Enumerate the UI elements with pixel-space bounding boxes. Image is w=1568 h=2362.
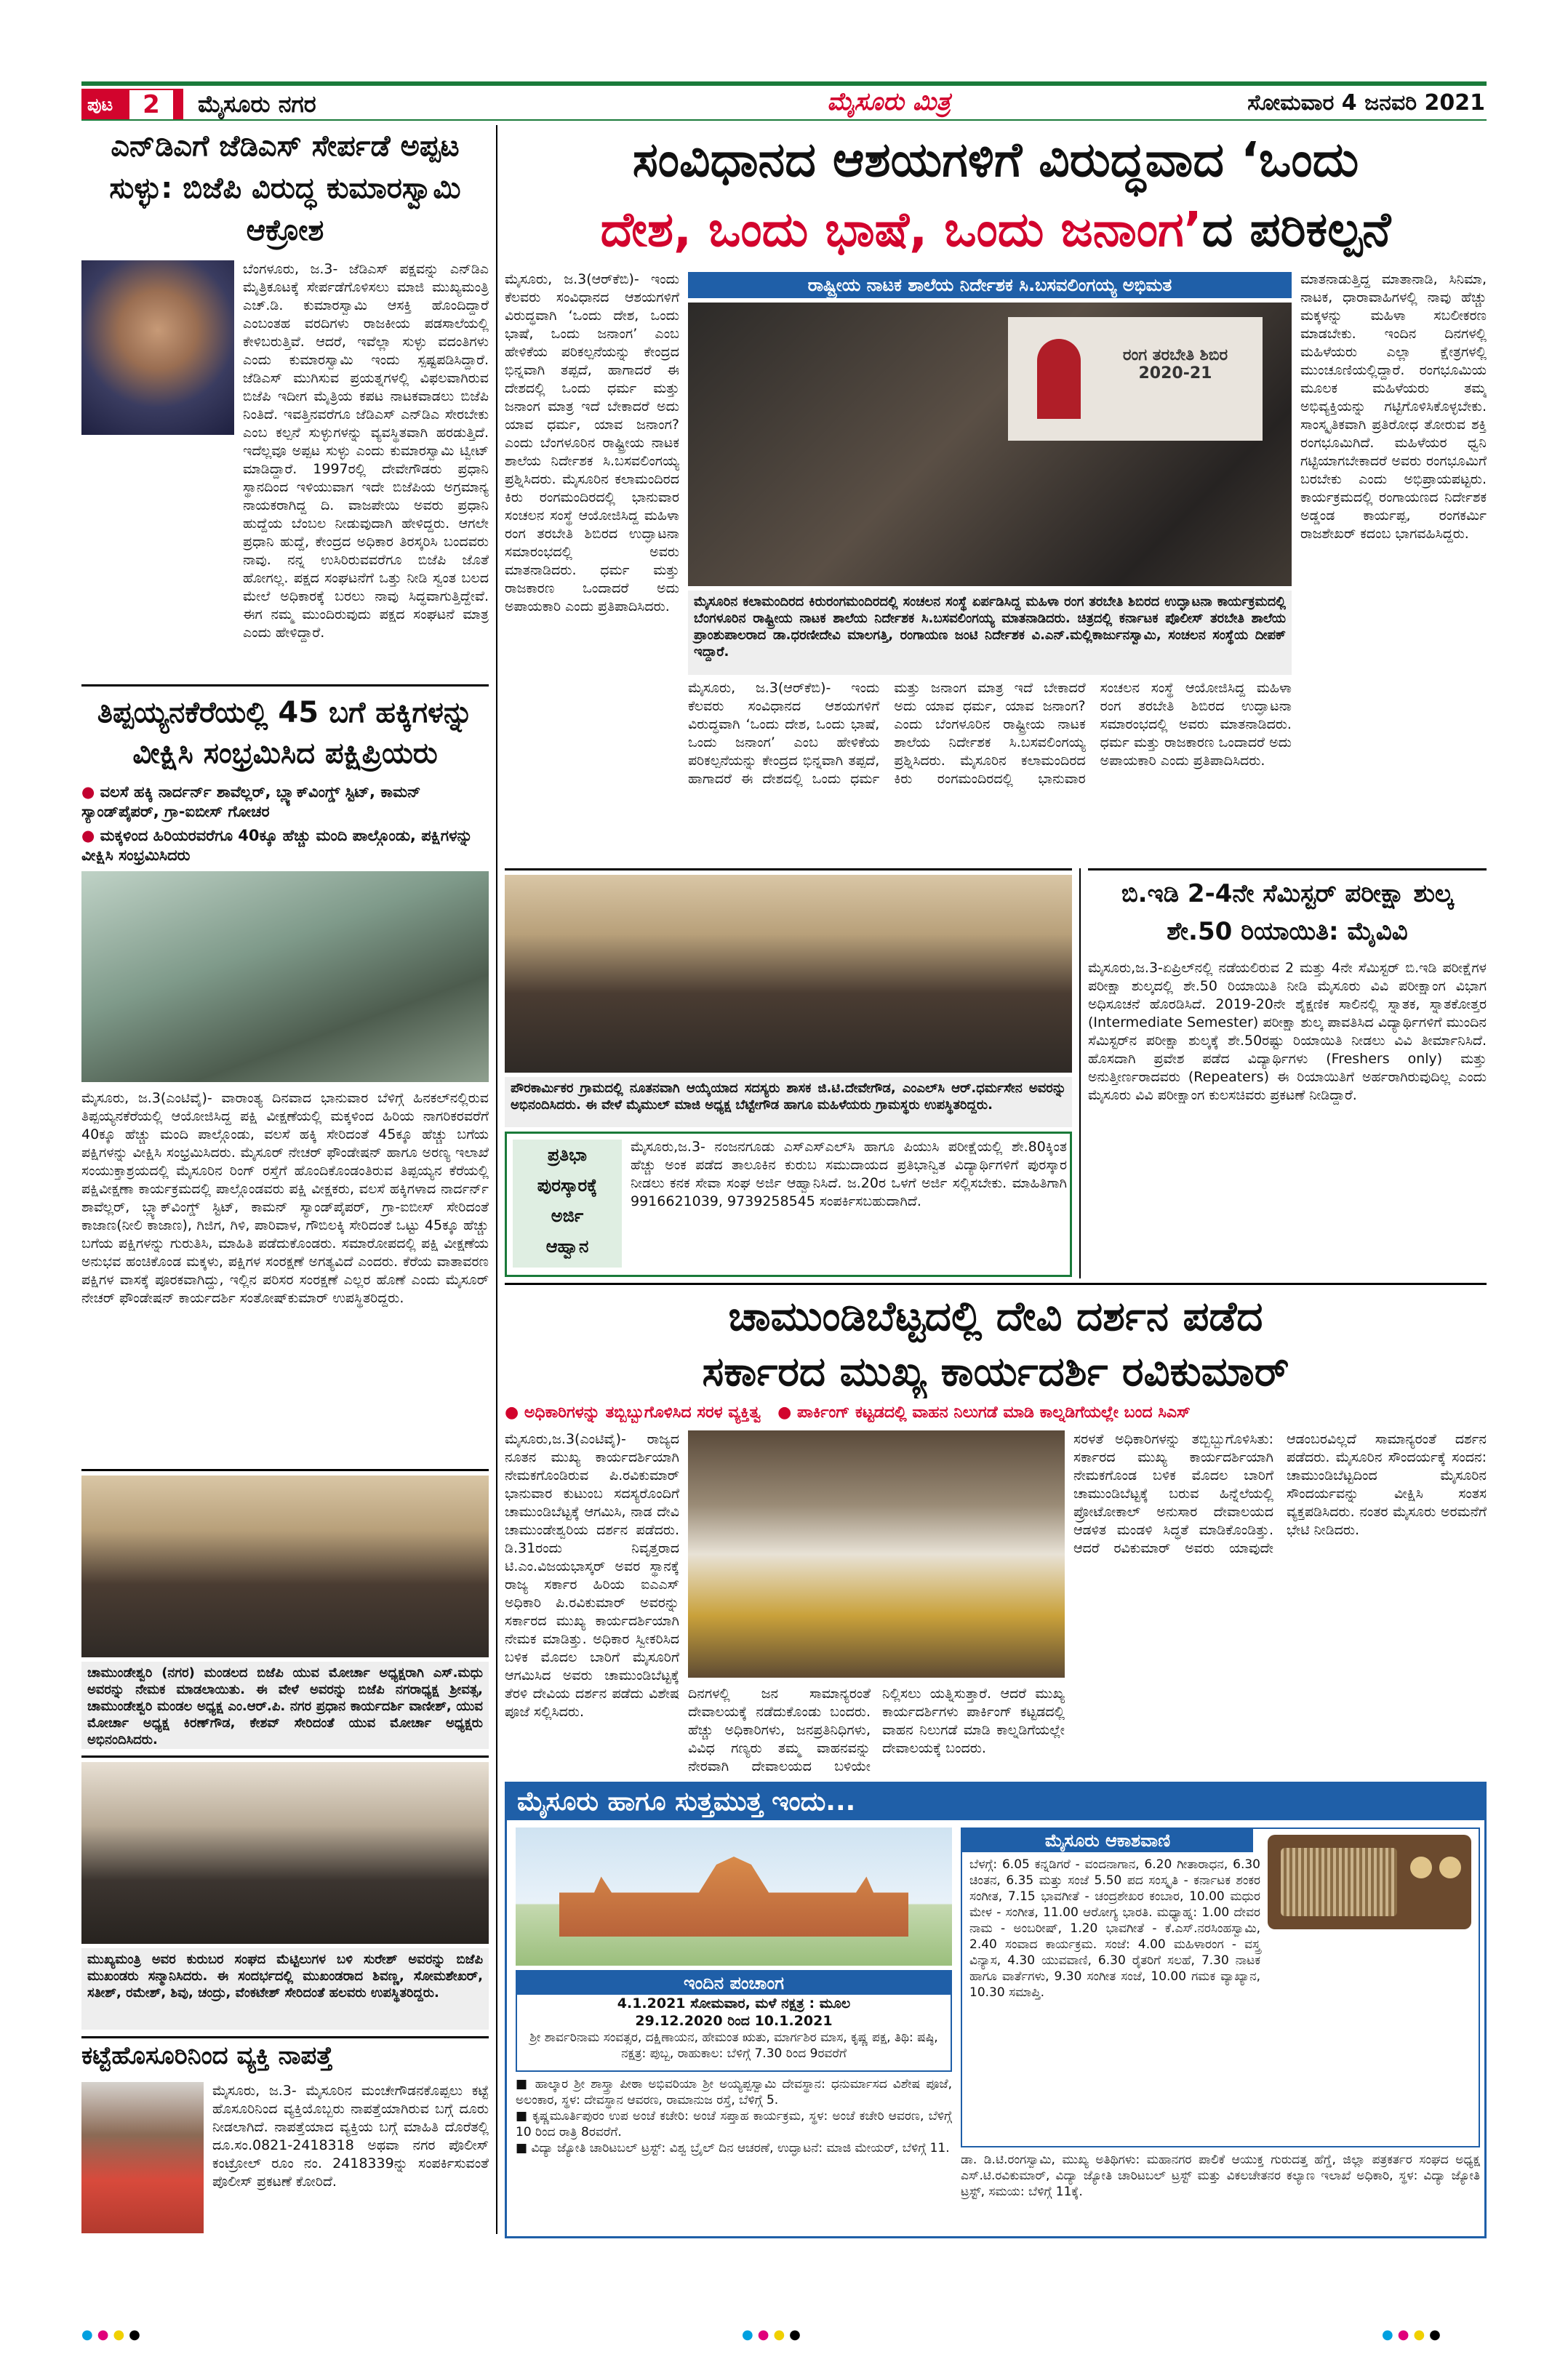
chamundi-story xyxy=(505,1283,1487,1777)
registration-marks-left: ●●●● xyxy=(81,2327,145,2342)
bullet-icon: ● xyxy=(505,1404,519,1422)
birds-bullet-2 xyxy=(81,826,489,867)
jds-body: ಬೆಂಗಳೂರು, ಜ.3- ಜೆಡಿಎಸ್ ಪಕ್ಷವನ್ನು ಎನ್‌ಡಿಎ ಮೈತ್ರಿಕೂಟಕ್ಕೆ ಸೇರ್ಪಡೆಗೊಳಿಸಲು ಮಾಜಿ ಮುಖ್ಯಮಂತ್ರಿ ಎಚ್.ಡಿ. ಕುಮಾರಸ್ವಾಮಿ ಆಸಕ್ತಿ ಹೊಂದಿದ್ದಾರೆ ಎಂಬಂತಹ ವರದಿಗಳು ರಾಜಕೀಯ ಪಡಸಾಲೆಯಲ್ಲಿ ಕೇಳಿಬರುತ್ತಿವೆ. ಆದರೆ, ಇವೆಲ್ಲಾ ಸುಳ್ಳು ವದಂತಿಗಳು ಎಂದು ಕುಮಾರಸ್ವಾಮಿ ಇಂದು ಸ್ಪಷ್ಟಪಡಿಸಿದ್ದಾರೆ. ಜೆಡಿಎಸ್ ಮುಗಿಸುವ ಪ್ರಯತ್ನಗಳಲ್ಲಿ ವಿಫಲವಾಗಿರುವ ಬಿಜೆಪಿ ಇದೀಗ ಮೈತ್ರಿಯ ಕಪಟ ನಾಟಕವಾಡಲು ಬಿಜೆಪಿ ನಿಂತಿದೆ. ಇವತ್ತಿನವರೆಗೂ ಜೆಡಿಎಸ್ ಎನ್‌ಡಿಎ ಸೇರಬೇಕು ಎಂಬ ಕಲ್ಪನೆ ಸುಳ್ಳುಗಳನ್ನು ವ್ಯವಸ್ಥಿತವಾಗಿ ಹರಡುತ್ತಿದೆ. ಇದೆಲ್ಲವೂ ಅಪ್ಪಟ ಸುಳ್ಳು ಎಂದು ಕುಮಾರಸ್ವಾಮಿ ಟ್ವೀಟ್ ಮಾಡಿದ್ದಾರೆ. 1997ರಲ್ಲಿ ದೇವೇಗೌಡರು ಪ್ರಧಾನಿ ಸ್ಥಾನದಿಂದ ಇಳಿಯುವಾಗ ಇದೇ ಬಿಜೆಪಿಯ ಅಗ್ರಮಾನ್ಯ ನಾಯಕರಾಗಿದ್ದ ದಿ. ವಾಜಪೇಯಿ ಅವರು ಪ್ರಧಾನಿ ಹುದ್ದೆಯ ಬೆಂಬಲ ನೀಡುವುದಾಗಿ ಹೇಳಿದ್ದರು. ಆಗಲೇ ಪ್ರಧಾನಿ ಹುದ್ದೆ, ಕೇಂದ್ರದ ಅಧಿಕಾರ ತಿರಸ್ಕರಿಸಿ ಬಂದವರು ನಾವು. ನನ್ನ ಉಸಿರಿರುವವರೆಗೂ ಬಿಜೆಪಿ ಜೊತೆ ಹೋಗಲ್ಲ. ಪಕ್ಷದ ಸಂಘಟನೆಗೆ ಒತ್ತು ನೀಡಿ ಸ್ವಂತ ಬಲದ ಮೇಲೆ ಅಧಿಕಾರಕ್ಕೆ ಬರಲು ನಾವು ಸಿದ್ಧವಾಗುತ್ತಿದ್ದೇವೆ. ಈಗ ನಮ್ಮ ಮುಂದಿರುವುದು ಪಕ್ಷದ ಸಂಘಟನೆ ಮಾತ್ರ ಎಂದು ಹೇಳಿದ್ದಾರೆ. xyxy=(243,261,489,641)
banner-text: ರಂಗ ತರಬೇತಿ ಶಿಬಿರ 2020-21 xyxy=(1122,346,1228,383)
birds-bullet-2-text: ಮಕ್ಕಳಿಂದ ಹಿರಿಯರವರೆಗೂ 40ಕ್ಕೂ ಹೆಚ್ಚು ಮಂದಿ ಪಾಲ್ಗೊಂಡು, ಪಕ್ಷಿಗಳನ್ನು ವೀಕ್ಷಿಸಿ ಸಂಭ್ರಮಿಸಿದರು xyxy=(81,827,473,864)
nation-kicker: ರಾಷ್ಟ್ರೀಯ ನಾಟಕ ಶಾಲೆಯ ನಿರ್ದೇಶಕ ಸಿ.ಬಸವಲಿಂಗಯ್ಯ ಅಭಿಮತ xyxy=(688,272,1292,298)
chamundi-bullet-1: ಅಧಿಕಾರಿಗಳನ್ನು ತಬ್ಬಿಬ್ಬುಗೊಳಿಸಿದ ಸರಳ ವ್ಯಕ್ತಿತ್ವ xyxy=(524,1404,761,1422)
square-bullet-icon: ■ xyxy=(516,2141,528,2155)
column-divider-right xyxy=(1079,868,1081,1278)
felicitation-photo xyxy=(81,1762,489,1944)
chamundi-body-right: ಸರಳತೆ ಅಧಿಕಾರಿಗಳನ್ನು ತಬ್ಬಿಬ್ಬುಗೊಳಿಸಿತು: ಸರ್ಕಾರದ ಮುಖ್ಯ ಕಾರ್ಯದರ್ಶಿಯಾಗಿ ನೇಮಕಗೊಂಡ ಬಳಿಕ ಮೊದಲ ಬಾರಿಗೆ ಚಾಮುಂಡಿಬೆಟ್ಟಕ್ಕೆ ಬರುವ ಹಿನ್ನೆಲೆಯಲ್ಲಿ ಪ್ರೋಟೋಕಾಲ್ ಅನುಸಾರ ದೇವಾಲಯದ ಆಡಳಿತ ಮಂಡಳಿ ಸಿದ್ಧತೆ ಮಾಡಿಕೊಂಡಿತ್ತು. ಆದರೆ ರವಿಕುಮಾರ್ ಅವರು ಯಾವುದೇ ಆಡಂಬರವಿಲ್ಲದೆ ಸಾಮಾನ್ಯರಂತೆ ದರ್ಶನ ಪಡೆದರು. ಮೈಸೂರಿನ ಸೌಂದರ್ಯಕ್ಕೆ ಸಂದನ: ಚಾಮುಂಡಿಬೆಟ್ಟದಿಂದ ಮೈಸೂರಿನ ಸೌಂದರ್ಯವನ್ನು ವೀಕ್ಷಿಸಿ ಸಂತಸ ವ್ಯಕ್ತಪಡಿಸಿದರು. ನಂತರ ಮೈಸೂರು ಅರಮನೆಗೆ ಭೇಟಿ ನೀಡಿದರು. xyxy=(1073,1431,1487,1556)
birds-story xyxy=(81,692,489,1463)
registration-marks-right: ●●●● xyxy=(1382,2327,1445,2342)
bullet-icon: ● xyxy=(81,783,95,801)
birds-bullet-1 xyxy=(81,782,489,823)
chamundi-headline xyxy=(505,1289,1487,1398)
registration-marks-center: ●●●● xyxy=(742,2327,805,2342)
birds-body: ಮೈಸೂರು, ಜ.3(ಎಂಟಿವೈ)- ವಾರಾಂತ್ಯ ದಿನವಾದ ಭಾನುವಾರ ಬೆಳಿಗ್ಗೆ ಹಿನಕಲ್‌ನಲ್ಲಿರುವ ತಿಪ್ಪಯ್ಯನಕೆರೆಯಲ್ಲಿ ಆಯೋಜಿಸಿದ್ದ ಪಕ್ಷಿ ವೀಕ್ಷಣೆಯಲ್ಲಿ ಮಕ್ಕಳಿಂದ ಹಿರಿಯ ನಾಗರಿಕರವರೆಗೆ 40ಕ್ಕೂ ಹೆಚ್ಚು ಮಂದಿ ಪಾಲ್ಗೊಂಡು, ವಲಸೆ ಹಕ್ಕಿ ಸೇರಿದಂತೆ 45ಕ್ಕೂ ಹೆಚ್ಚು ಬಗೆಯ ಪಕ್ಷಿಗಳನ್ನು ವೀಕ್ಷಿಸಿ ಸಂಭ್ರಮಿಸಿದರು. ಮೈಸೂರ್ ನೇಚರ್ ಫೌಂಡೇಷನ್ ಹಾಗೂ ಅರಣ್ಯ ಇಲಾಖೆ ಸಂಯುಕ್ತಾಶ್ರಯದಲ್ಲಿ ಮೈಸೂರಿನ ರಿಂಗ್ ರಸ್ತೆಗೆ ಹೊಂದಿಕೊಂಡಂತಿರುವ ತಿಪ್ಪಯ್ಯನ ಕೆರೆಯಲ್ಲಿ ಪಕ್ಷಿವೀಕ್ಷಣಾ ಕಾರ್ಯಕ್ರಮದಲ್ಲಿ ಪಾಲ್ಗೊಂಡವರು ಪಕ್ಷಿ ವೀಕ್ಷಕರು, ವಲಸೆ ಹಕ್ಕಿಗಳಾದ ನಾರ್ದರ್ನ್ ಶಾವೆಲ್ಲರ್, ಬ್ಲ್ಯಾಕ್‌ವಿಂಗ್ಡ್ ಸ್ಟಿಟ್, ಕಾಮನ್ ಸ್ಯಾಂಡ್‌ಪೈಪರ್, ಗ್ರಾ-ಐಬೀಸ್ ಸೇರಿದಂತೆ ಕಾಜಾಣ(ನೀಲಿ ಕಾಜಾಣ), ಗಿಜಿಗ, ಗಿಳಿ, ಪಾರಿವಾಳ, ಗೌಬಿಲಕ್ಕಿ ಸೇರಿದಂತೆ ಒಟ್ಟು 45ಕ್ಕೂ ಹೆಚ್ಚು ಬಗೆಯ ಪಕ್ಷಿಗಳನ್ನು ಗುರುತಿಸಿ, ಮಾಹಿತಿ ಪಡೆದುಕೊಂಡರು. ಸಮಾರೋಪದಲ್ಲಿ ಪಕ್ಷಿ ವೀಕ್ಷಣೆಯ ಅನುಭವ ಹಂಚಿಕೊಂಡ ಮಕ್ಕಳು, ಪಕ್ಷಿಗಳ ಸಂರಕ್ಷಣೆ ಅಗತ್ಯವಿದೆ ಎಂದರು. ಕೆರೆಯ ವಾತಾವರಣ ಪಕ್ಷಿಗಳ ವಾಸಕ್ಕೆ ಪೂರಕವಾಗಿದ್ದು, ಇಲ್ಲಿನ ಪರಿಸರ ಸಂರಕ್ಷಣೆ ಎಲ್ಲರ ಹೊಣೆ ಎಂದು ಮೈಸೂರ್ ನೇಚರ್ ಫೌಂಡೇಷನ್ ಕಾರ್ಯದರ್ಶಿ ಸಂತೋಷ್‌ಕುಮಾರ್ ಉಪಸ್ಥಿತರಿದ್ದರು. xyxy=(81,1090,489,1306)
chamundi-body-left: ಮೈಸೂರು,ಜ.3(ಎಂಟಿವೈ)- ರಾಜ್ಯದ ನೂತನ ಮುಖ್ಯ ಕಾರ್ಯದರ್ಶಿಯಾಗಿ ನೇಮಕಗೊಂಡಿರುವ ಪಿ.ರವಿಕುಮಾರ್ ಭಾನುವಾರ ಕುಟುಂಬ ಸದಸ್ಯರೊಂದಿಗೆ ಚಾಮುಂಡಿಬೆಟ್ಟಕ್ಕೆ ಆಗಮಿಸಿ, ನಾಡ ದೇವಿ ಚಾಮುಂಡೇಶ್ವರಿಯ ದರ್ಶನ ಪಡೆದರು. ಡಿ.31ರಂದು ನಿವೃತ್ತರಾದ ಟಿ.ಎಂ.ವಿಜಯಭಾಸ್ಕರ್ ಅವರ ಸ್ಥಾನಕ್ಕೆ ರಾಜ್ಯ ಸರ್ಕಾರ ಹಿರಿಯ ಐಎಎಸ್ ಅಧಿಕಾರಿ ಪಿ.ರವಿಕುಮಾರ್ ಅವರನ್ನು ಸರ್ಕಾರದ ಮುಖ್ಯ ಕಾರ್ಯದರ್ಶಿಯಾಗಿ ನೇಮಕ ಮಾಡಿತ್ತು. ಅಧಿಕಾರ ಸ್ವೀಕರಿಸಿದ ಬಳಿಕ ಮೊದಲ ಬಾರಿಗೆ ಮೈಸೂರಿಗೆ ಆಗಮಿಸಿದ ಅವರು ಚಾಮುಂಡಿಬೆಟ್ಟಕ್ಕೆ ತೆರಳಿ ದೇವಿಯ ದರ್ಶನ ಪಡೆದು ವಿಶೇಷ ಪೂಜೆ ಸಲ್ಲಿಸಿದರು. xyxy=(505,1431,679,1720)
square-bullet-icon: ■ xyxy=(516,2077,529,2091)
panchanga-body: ಶ್ರೀ ಶಾರ್ವರಿನಾಮ ಸಂವತ್ಸರ, ದಕ್ಷಿಣಾಯನ, ಹೇಮಂತ ಋತು, ಮಾರ್ಗಶಿರ ಮಾಸ, ಕೃಷ್ಣ ಪಕ್ಷ, ತಿಥಿ: ಷಷ್ಠಿ, ನಕ್ಷತ್ರ: ಪುಬ್ಬ, ರಾಹುಕಾಲ: ಬೆಳಿಗ್ಗೆ 7.30 ರಿಂದ 9ರವರೆಗೆ xyxy=(529,2030,938,2061)
today-title: ಮೈಸೂರು ಹಾಗೂ ಸುತ್ತಮುತ್ತ ಇಂದು... xyxy=(507,1784,1484,1820)
pourakarmika-block xyxy=(505,868,1072,1127)
event-text-3: ವಿದ್ಯಾ ಜ್ಯೋತಿ ಚಾರಿಟಬಲ್ ಟ್ರಸ್ಟ್: ವಿಶ್ವ ಬ್ರೈಲ್ ದಿನ ಆಚರಣೆ, ಉದ್ಘಾಟನೆ: ಮಾಜಿ ಮೇಯರ್, ಬೆಳಿಗ್ಗೆ 11. xyxy=(531,2141,950,2155)
chamundi-bullets xyxy=(505,1401,1487,1425)
panchanga-title: ಇಂದಿನ ಪಂಚಾಂಗ xyxy=(517,1971,951,1995)
nation-headline-tail: ದ ಪರಿಕಲ್ಪನೆ xyxy=(1201,201,1391,257)
award-label-box xyxy=(513,1140,622,1268)
stage-banner xyxy=(1008,317,1263,441)
panchanga-date: 4.1.2021 ಸೋಮವಾರ, ಮಳೆ ನಕ್ಷತ್ರ : ಮೂಲ xyxy=(617,1995,851,2011)
page-number-box xyxy=(81,89,183,121)
radio-box xyxy=(961,1827,1480,2147)
jdm-photo-block xyxy=(81,1469,489,1750)
event-text-1: ಹಾಲ್ಕಾರ ಶ್ರೀ ಶಾಸ್ತ್ರಾ ಪೀಠಾ ಅಭಿವರಿಯಾ ಶ್ರೀ ಅಯ್ಯಪ್ಪಸ್ವಾಮಿ ದೇವಸ್ಥಾನ: ಧನುರ್ಮಾಸದ ವಿಶೇಷ ಪೂಜೆ, ಅಲಂಕಾರ, ಸ್ಥಳ: ದೇವಸ್ಥಾನ ಆವರಣ, ರಾಮಾನುಜ ರಸ್ತೆ, ಬೆಳಿಗ್ಗೆ 5. xyxy=(516,2077,952,2107)
missing-headline: ಕಟ್ಟೆಹೊಸೂರಿನಿಂದ ವ್ಯಕ್ತಿ ನಾಪತ್ತೆ xyxy=(81,2041,333,2070)
nation-event-photo xyxy=(688,303,1292,586)
birds-bullet-1-text: ವಲಸೆ ಹಕ್ಕಿ ನಾರ್ದರ್ನ್ ಶಾವೆಲ್ಲರ್, ಬ್ಲ್ಯಾಕ್‌ವಿಂಗ್ಡ್ ಸ್ಟಿಟ್, ಕಾಮನ್ ಸ್ಯಾಂಡ್‌ಪೈಪರ್, ಗ್ರಾ-ಐಬೀಸ್ ಗೋಚರ xyxy=(81,783,421,820)
radio-icon xyxy=(1268,1835,1471,1929)
birds-headline: ತಿಪ್ಪಯ್ಯನಕೆರೆಯಲ್ಲಿ 45 ಬಗೆ ಹಕ್ಕಿಗಳನ್ನು ವೀಕ್ಷಿಸಿ ಸಂಭ್ರಮಿಸಿದ ಪಕ್ಷಿಪ್ರಿಯರು xyxy=(97,696,473,770)
event-item xyxy=(516,2108,952,2140)
issue-date: ಸೋಮವಾರ 4 ಜನವರಿ 2021 xyxy=(1247,90,1485,116)
award-label-2: ಪುರಸ್ಕಾರಕ್ಕೆ xyxy=(537,1175,598,1196)
bed-headline: ಬಿ.ಇಡಿ 2-4ನೇ ಸೆಮಿಸ್ಟರ್ ಪರೀಕ್ಷಾ ಶುಲ್ಕ ಶೇ.50 ರಿಯಾಯಿತಿ: ಮೈವಿವಿ xyxy=(1121,879,1454,946)
bjp-youth-photo xyxy=(81,1476,489,1657)
kurubara-photo-block xyxy=(81,1756,489,2030)
radio-footer: ಡಾ. ಡಿ.ಟಿ.ರಂಗಸ್ವಾಮಿ, ಮುಖ್ಯ ಅತಿಥಿಗಳು: ಮಹಾನಗರ ಪಾಲಿಕೆ ಆಯುಕ್ತ ಗುರುದತ್ತ ಹೆಗ್ಡೆ, ಜಿಲ್ಲಾ ಪತ್ರಕರ್ತರ ಸಂಘದ ಅಧ್ಯಕ್ಷ ಎಸ್.ಟಿ.ರವಿಕುಮಾರ್, ವಿದ್ಯಾ ಜ್ಯೋತಿ ಚಾರಿಟಬಲ್ ಟ್ರಸ್ಟ್ ಮತ್ತು ವಿಕಲಚೇತನರ ಕಲ್ಯಾಣ ಇಲಾಖೆ ಅಧಿಕಾರಿ, ಸ್ಥಳ: ವಿದ್ಯಾ ಜ್ಯೋತಿ ಟ್ರಸ್ಟ್, ಸಮಯ: ಬೆಳಿಗ್ಗೆ 11ಕ್ಕೆ. xyxy=(961,2153,1480,2199)
chamundi-bullet-2: ಪಾರ್ಕಿಂಗ್ ಕಟ್ಟಡದಲ್ಲಿ ವಾಹನ ನಿಲುಗಡೆ ಮಾಡಿ ಕಾಲ್ನಡಿಗೆಯಲ್ಲೇ ಬಂದ ಸಿಎಸ್ xyxy=(797,1404,1191,1422)
nation-body-right: ಮಾತನಾಡುತ್ತಿದ್ದ ಮಾತಾನಾಡಿ, ಸಿನಿಮಾ, ನಾಟಕ, ಧಾರಾವಾಹಿಗಳಲ್ಲಿ ನಾವು ಹೆಚ್ಚು ಮಕ್ಕಳನ್ನು ಮಹಿಳಾ ಸಬಲೀಕರಣ ಮಾಡಬೇಕು. ಇಂದಿನ ದಿನಗಳಲ್ಲಿ ಮಹಿಳೆಯರು ಎಲ್ಲಾ ಕ್ಷೇತ್ರಗಳಲ್ಲಿ ಮುಂಚೂಣಿಯಲ್ಲಿದ್ದಾರೆ. ರಂಗಭೂಮಿಯ ಮೂಲಕ ಮಹಿಳೆಯರು ತಮ್ಮ ಅಭಿವ್ಯಕ್ತಿಯನ್ನು ಗಟ್ಟಿಗೊಳಿಸಿಕೊಳ್ಳಬೇಕು. ಸಾಂಸ್ಕೃತಿಕವಾಗಿ ಪ್ರತಿರೋಧ ತೋರುವ ಶಕ್ತಿ ರಂಗಭೂಮಿಗಿದೆ. ಮಹಿಳೆಯರ ಧ್ವನಿ ಗಟ್ಟಿಯಾಗಬೇಕಾದರೆ ಅವರು ರಂಗಭೂಮಿಗೆ ಬರಬೇಕು ಎಂದು ಅಭಿಪ್ರಾಯಪಟ್ಟರು. ಕಾರ್ಯಕ್ರಮದಲ್ಲಿ ರಂಗಾಯಣದ ನಿರ್ದೇಶಕ ಅಡ್ಡಂಡ ಕಾರ್ಯಪ್ಪ, ರಂಗಕರ್ಮಿ ರಾಜಶೇಖರ್ ಕದಂಬ ಭಾಗವಹಿಸಿದ್ದರು. xyxy=(1300,271,1487,542)
kurubara-caption: ಮುಖ್ಯಮಂತ್ರಿ ಅವರ ಕುರುಬರ ಸಂಘದ ಮೆಟ್ಟಿಲುಗಳ ಬಳಿ ಸುರೇಶ್‌ ಅವರನ್ನು ಬಿಜೆಪಿ ಮುಖಂಡರು ಸನ್ಮಾನಿಸಿದರು. ಈ ಸಂದರ್ಭದಲ್ಲಿ ಮುಖಂಡರಾದ ಶಿವಣ್ಣ, ಸೋಮಶೇಖರ್, ಸತೀಶ್, ರಮೇಶ್, ಶಿವು, ಚಂದ್ರು, ವೆಂಕಟೇಶ್ ಸೇರಿದಂತೆ ಹಲವರು ಉಪಸ್ಥಿತರಿದ್ದರು. xyxy=(81,1948,489,2030)
event-item xyxy=(516,2140,952,2156)
nation-headline xyxy=(505,125,1487,268)
nation-body-left: ಮೈಸೂರು, ಜ.3(ಆರ್‌ಕೆಬಿ)- ಇಂದು ಕೆಲವರು ಸಂವಿಧಾನದ ಆಶಯಗಳಿಗೆ ವಿರುದ್ಧವಾಗಿ ‘ಒಂದು ದೇಶ, ಒಂದು ಭಾಷೆ, ಒಂದು ಜನಾಂಗ’ ಎಂಬ ಹೇಳಿಕೆಯ ಪರಿಕಲ್ಪನೆಯನ್ನು ಕೇಂದ್ರದ ಭಿನ್ನವಾಗಿ ತಪ್ಪದೆ, ಹಾಗಾದರೆ ಈ ದೇಶದಲ್ಲಿ ಒಂದು ಧರ್ಮ ಮತ್ತು ಜನಾಂಗ ಮಾತ್ರ ಇದೆ ಬೇಕಾದರೆ ಅದು ಯಾವ ಧರ್ಮ, ಯಾವ ಜನಾಂಗ? ಎಂದು ಬೆಂಗಳೂರಿನ ರಾಷ್ಟ್ರೀಯ ನಾಟಕ ಶಾಲೆಯ ನಿರ್ದೇಶಕ ಸಿ.ಬಸವಲಿಂಗಯ್ಯ ಪ್ರಶ್ನಿಸಿದರು. ಮೈಸೂರಿನ ಕಲಾಮಂದಿರದ ಕಿರು ರಂಗಮಂದಿರದಲ್ಲಿ ಭಾನುವಾರ ಸಂಚಲನ ಸಂಸ್ಥೆ ಆಯೋಜಿಸಿದ್ದ ಮಹಿಳಾ ರಂಗ ತರಬೇತಿ ಶಿಬಿರದ ಉದ್ಘಾಟನಾ ಸಮಾರಂಭದಲ್ಲಿ ಅವರು ಮಾತನಾಡಿದರು. ಧರ್ಮ ಮತ್ತು ರಾಜಕಾರಣ ಒಂದಾದರೆ ಅದು ಅಪಾಯಕಾರಿ ಎಂದು ಪ್ರತಿಪಾದಿಸಿದರು. xyxy=(505,271,679,614)
award-label-4: ಆಹ್ವಾನ xyxy=(545,1236,589,1257)
missing-story xyxy=(81,2036,489,2240)
events-list xyxy=(516,2076,952,2233)
palace-icon xyxy=(559,1857,908,1937)
panchanga-box xyxy=(516,1970,952,2072)
banner-emblem-icon xyxy=(1037,339,1081,419)
award-body: ಮೈಸೂರು,ಜ.3- ನಂಜನಗೂಡು ಎಸ್‌ಎಸ್‌ಎಲ್‌ಸಿ ಹಾಗೂ ಪಿಯುಸಿ ಪರೀಕ್ಷೆಯಲ್ಲಿ ಶೇ.80ಕ್ಕಿಂತ ಹೆಚ್ಚು ಅಂಕ ಪಡೆದ ತಾಲೂಕಿನ ಕುರುಬ ಸಮುದಾಯದ ಪ್ರತಿಭಾನ್ವಿತ ವಿದ್ಯಾರ್ಥಿಗಳಿಗೆ ಪುರಸ್ಕಾರ ನೀಡಲು ಕನಕ ಸೇವಾ ಸಂಘ ಅರ್ಜಿ ಆಹ್ವಾನಿಸಿದೆ. ಜ.20ರ ಒಳಗೆ ಅರ್ಜಿ ಸಲ್ಲಿಸಬೇಕು. ಮಾಹಿತಿಗಾಗಿ 9916621039, 9739258545 ಸಂಪರ್ಕಿಸಬಹುದಾಗಿದೆ. xyxy=(631,1139,1067,1209)
event-text-2: ಕೃಷ್ಣಮೂರ್ತಿಪುರಂ ಉಪ ಅಂಚೆ ಕಚೇರಿ: ಅಂಚೆ ಸಪ್ತಾಹ ಕಾರ್ಯಕ್ರಮ, ಸ್ಥಳ: ಅಂಚೆ ಕಚೇರಿ ಆವರಣ, ಬೆಳಿಗ್ಗೆ 10 ರಿಂದ ರಾತ್ರಿ 8ರವರೆಗೆ. xyxy=(516,2109,952,2139)
page-header xyxy=(81,81,1487,121)
jds-headline: ಎನ್‌ಡಿಎಗೆ ಜೆಡಿಎಸ್ ಸೇರ್ಪಡೆ ಅಪ್ಪಟ ಸುಳ್ಳು: ಬಿಜೆಪಿ ವಿರುದ್ಧ ಕುಮಾರಸ್ವಾಮಿ ಆಕ್ರೋಶ xyxy=(109,129,461,247)
nation-headline-line2 xyxy=(505,195,1487,265)
award-box xyxy=(505,1132,1072,1277)
chamundi-headline-line1: ಚಾಮುಂಡಿಬೆಟ್ಟದಲ್ಲಿ ದೇವಿ ದರ್ಶನ ಪಡೆದ xyxy=(728,1293,1263,1340)
pourakarmika-caption: ಪೌರಕಾರ್ಮಿಕರ ಗ್ರಾಮದಲ್ಲಿ ನೂತನವಾಗಿ ಆಯ್ಕೆಯಾದ ಸದಸ್ಯರು ಶಾಸಕ ಜಿ.ಟಿ.ದೇವೇಗೌಡ, ಎಂಎಲ್‌ಸಿ ಆರ್.ಧರ್ಮಸೇನ ಅವರನ್ನು ಅಭಿನಂದಿಸಿದರು. ಈ ವೇಳೆ ಮೈಮುಲ್ ಮಾಜಿ ಅಧ್ಯಕ್ಷ ಬೆಟ್ಟೇಗೌಡ ಹಾಗೂ ಮಹಿಳೆಯರು ಗ್ರಾಮಸ್ಥರು ಉಪಸ್ಥಿತರಿದ್ದರು. xyxy=(505,1077,1072,1127)
today-box xyxy=(505,1782,1487,2238)
award-label-3: ಅರ್ಜಿ xyxy=(551,1206,584,1226)
chamundi-temple-photo xyxy=(688,1430,1065,1678)
jds-story xyxy=(81,125,489,686)
section-title: ಮೈಸೂರು ನಗರ xyxy=(198,90,316,118)
bed-story xyxy=(1088,868,1487,1277)
pourakarmika-photo xyxy=(505,875,1072,1073)
palace-illustration xyxy=(516,1827,952,1966)
masthead-logo: ಮೈಸೂರು ಮಿತ್ರ xyxy=(827,87,951,116)
radio-title: ಮೈಸೂರು ಆಕಾಶವಾಣಿ xyxy=(962,1829,1253,1852)
nation-body-center: ಮೈಸೂರು, ಜ.3(ಆರ್‌ಕೆಬಿ)- ಇಂದು ಕೆಲವರು ಸಂವಿಧಾನದ ಆಶಯಗಳಿಗೆ ವಿರುದ್ಧವಾಗಿ ‘ಒಂದು ದೇಶ, ಒಂದು ಭಾಷೆ, ಒಂದು ಜನಾಂಗ’ ಎಂಬ ಹೇಳಿಕೆಯ ಪರಿಕಲ್ಪನೆಯನ್ನು ಕೇಂದ್ರದ ಭಿನ್ನವಾಗಿ ತಪ್ಪದೆ, ಹಾಗಾದರೆ ಈ ದೇಶದಲ್ಲಿ ಒಂದು ಧರ್ಮ ಮತ್ತು ಜನಾಂಗ ಮಾತ್ರ ಇದೆ ಬೇಕಾದರೆ ಅದು ಯಾವ ಧರ್ಮ, ಯಾವ ಜನಾಂಗ? ಎಂದು ಬೆಂಗಳೂರಿನ ರಾಷ್ಟ್ರೀಯ ನಾಟಕ ಶಾಲೆಯ ನಿರ್ದೇಶಕ ಸಿ.ಬಸವಲಿಂಗಯ್ಯ ಪ್ರಶ್ನಿಸಿದರು. ಮೈಸೂರಿನ ಕಲಾಮಂದಿರದ ಕಿರು ರಂಗಮಂದಿರದಲ್ಲಿ ಭಾನುವಾರ ಸಂಚಲನ ಸಂಸ್ಥೆ ಆಯೋಜಿಸಿದ್ದ ಮಹಿಳಾ ರಂಗ ತರಬೇತಿ ಶಿಬಿರದ ಉದ್ಘಾಟನಾ ಸಮಾರಂಭದಲ್ಲಿ ಅವರು ಮಾತನಾಡಿದರು. ಧರ್ಮ ಮತ್ತು ರಾಜಕಾರಣ ಒಂದಾದರೆ ಅದು ಅಪಾಯಕಾರಿ ಎಂದು ಪ್ರತಿಪಾದಿಸಿದರು. xyxy=(688,680,1292,787)
panchanga-range: 29.12.2020 ರಿಂದ 10.1.2021 xyxy=(635,2013,833,2029)
bullet-icon: ● xyxy=(81,827,95,844)
nation-photo-caption: ಮೈಸೂರಿನ ಕಲಾಮಂದಿರದ ಕಿರುರಂಗಮಂದಿರದಲ್ಲಿ ಸಂಚಲನ ಸಂಸ್ಥೆ ಏರ್ಪಡಿಸಿದ್ದ ಮಹಿಳಾ ರಂಗ ತರಬೇತಿ ಶಿಬಿರದ ಉದ್ಘಾಟನಾ ಕಾರ್ಯಕ್ರಮದಲ್ಲಿ ಬೆಂಗಳೂರಿನ ರಾಷ್ಟ್ರೀಯ ನಾಟಕ ಶಾಲೆಯ ನಿರ್ದೇಶಕ ಸಿ.ಬಸವಲಿಂಗಯ್ಯ ಮಾತನಾಡಿದರು. ಚಿತ್ರದಲ್ಲಿ ಕರ್ನಾಟಕ ಪೊಲೀಸ್ ತರಬೇತಿ ಶಾಲೆಯ ಪ್ರಾಂಶುಪಾಲರಾದ ಡಾ.ಧರಣೀದೇವಿ ಮಾಲಗತ್ತಿ, ರಂಗಾಯಣ ಜಂಟಿ ನಿರ್ದೇಶಕ ವಿ.ಎನ್.ಮಲ್ಲಿಕಾರ್ಜುನಸ್ವಾಮಿ, ಸಂಚಲನ ಸಂಸ್ಥೆಯ ದೀಪಕ್ ಇದ್ದಾರೆ. xyxy=(688,590,1292,675)
page-label: ಪುಟ xyxy=(87,95,113,115)
birdwatching-photo xyxy=(81,871,489,1082)
bullet-icon: ● xyxy=(777,1404,792,1422)
nation-headline-red: ದೇಶ, ಒಂದು ಭಾಷೆ, ಒಂದು ಜನಾಂಗ’ xyxy=(600,201,1202,257)
page-number: 2 xyxy=(129,90,173,119)
missing-body: ಮೈಸೂರು, ಜ.3- ಮೈಸೂರಿನ ಮಂಚೇಗೌಡನಕೊಪ್ಪಲು ಕಟ್ಟೆ ಹೊಸೂರಿನಿಂದ ವ್ಯಕ್ತಿಯೊಬ್ಬರು ನಾಪತ್ತೆಯಾಗಿರುವ ಬಗ್ಗೆ ದೂರು ನೀಡಲಾಗಿದೆ. ನಾಪತ್ತೆಯಾದ ವ್ಯಕ್ತಿಯ ಬಗ್ಗೆ ಮಾಹಿತಿ ದೊರೆತಲ್ಲಿ ದೂ.ಸಂ.0821-2418318 ಅಥವಾ ನಗರ ಪೊಲೀಸ್ ಕಂಟ್ರೋಲ್ ರೂಂ ನಂ. 2418339ನ್ನು ಸಂಪರ್ಕಿಸುವಂತೆ ಪೊಲೀಸ್ ಪ್ರಕಟಣೆ ಕೋರಿದೆ. xyxy=(212,2083,489,2190)
jdm-caption: ಚಾಮುಂಡೇಶ್ವರಿ (ನಗರ) ಮಂಡಲದ ಬಿಜೆಪಿ ಯುವ ಮೋರ್ಚಾ ಅಧ್ಯಕ್ಷರಾಗಿ ಎಸ್.ಮಧು ಅವರನ್ನು ನೇಮಕ ಮಾಡಲಾಯಿತು. ಈ ವೇಳೆ ಅವರನ್ನು ಬಿಜೆಪಿ ನಗರಾಧ್ಯಕ್ಷ ಶ್ರೀವತ್ಸ, ಚಾಮುಂಡೇಶ್ವರಿ ಮಂಡಲ ಅಧ್ಯಕ್ಷ ಎಂ.ಆರ್.ಪಿ. ನಗರ ಪ್ರಧಾನ ಕಾರ್ಯದರ್ಶಿ ವಾಣೀಶ್, ಯುವ ಮೋರ್ಚಾ ಅಧ್ಯಕ್ಷ ಕಿರಣ್‌ಗೌಡ, ಕೇಶವ್ ಸೇರಿದಂತೆ ಯುವ ಮೋರ್ಚಾ ಅಧ್ಯಕ್ಷರು ಅಭಿನಂದಿಸಿದರು. xyxy=(81,1662,489,1749)
column-divider-left xyxy=(496,125,497,2234)
nation-headline-line1: ಸಂವಿಧಾನದ ಆಶಯಗಳಿಗೆ ವಿರುದ್ಧವಾದ ‘ಒಂದು xyxy=(632,132,1359,188)
square-bullet-icon: ■ xyxy=(516,2109,528,2123)
radio-body: ಬೆಳಗ್ಗೆ: 6.05 ಕನ್ನಡಿಗರೆ - ವಂದನಾಗಾನ, 6.20 ಗೀತಾರಾಧನ, 6.30 ಚಿಂತನ, 6.35 ಮತ್ತು ಸಂಜೆ 5.50 ಪದ ಸಂಸ್ಕೃತಿ - ಕರ್ನಾಟಕ ಶಂಕರ ಸಂಗೀತ, 7.15 ಭಾವಗೀತೆ - ಚಂದ್ರಶೇಖರ ಕಂಬಾರ, 10.00 ಮಧುರ ಮೇಳ - ಸಂಗೀತ, 11.00 ಆರೋಗ್ಯ ಭಾರತಿ. ಮಧ್ಯಾಹ್ನ: 1.00 ದೇವರ ನಾಮ - ಅಂಬರೀಷ್, 1.20 ಭಾವಗೀತೆ - ಕೆ.ಎಸ್.ನರಸಿಂಹಸ್ವಾಮಿ, 2.40 ಸಂವಾದ ಕಾರ್ಯಕ್ರಮ. ಸಂಜೆ: 4.00 ಮಹಿಳಾರಂಗ - ವಸ್ತ್ರ ವಿನ್ಯಾಸ, 4.30 ಯುವವಾಣಿ, 6.30 ರೈತರಿಗೆ ಸಲಹೆ, 7.30 ನಾಟಕ ಹಾಗೂ ವಾರ್ತೆಗಳು, 9.30 ಸಂಗೀತ ಸಂಜೆ, 10.00 ಗಮಕ ವ್ಯಾಖ್ಯಾನ, 10.30 ಸಮಾಪ್ತಿ. xyxy=(969,1857,1260,2000)
bed-body: ಮೈಸೂರು,ಜ.3-ಏಪ್ರಿಲ್‌ನಲ್ಲಿ ನಡೆಯಲಿರುವ 2 ಮತ್ತು 4ನೇ ಸೆಮಿಸ್ಟರ್ ಬಿ.ಇಡಿ ಪರೀಕ್ಷೆಗಳ ಪರೀಕ್ಷಾ ಶುಲ್ಕದಲ್ಲಿ ಶೇ.50 ರಿಯಾಯಿತಿ ನೀಡಿ ಮೈಸೂರು ವಿವಿ ಪರೀಕ್ಷಾಂಗ ವಿಭಾಗ ಅಧಿಸೂಚನೆ ಹೊರಡಿಸಿದೆ. 2019-20ನೇ ಶೈಕ್ಷಣಿಕ ಸಾಲಿನಲ್ಲಿ ಸ್ನಾತಕ, ಸ್ನಾತಕೋತ್ತರ (Intermediate Semester) ಪರೀಕ್ಷಾ ಶುಲ್ಕ ಪಾವತಿಸಿದ ವಿದ್ಯಾರ್ಥಿಗಳಿಗೆ ಮುಂದಿನ ಸೆಮಿಸ್ಟರ್‌ನ ಪರೀಕ್ಷಾ ಶುಲ್ಕಕ್ಕೆ ಶೇ.50ರಷ್ಟು ರಿಯಾಯಿತಿ ನೀಡಲು ವಿವಿ ತೀರ್ಮಾನಿಸಿದೆ. ಹೊಸದಾಗಿ ಪ್ರವೇಶ ಪಡೆದ ವಿದ್ಯಾರ್ಥಿಗಳು (Freshers only) ಮತ್ತು ಅನುತ್ತೀರ್ಣರಾದವರು (Repeaters) ಈ ರಿಯಾಯಿತಿಗೆ ಅರ್ಹರಾಗಿರುವುದಿಲ್ಲ ಎಂದು ಮೈಸೂರು ವಿವಿ ಪರೀಕ್ಷಾಂಗ ಕುಲಸಚಿವರು ಪ್ರಕಟಣೆ ನೀಡಿದ್ದಾರೆ. xyxy=(1088,960,1487,1103)
chamundi-body-mid: ದಿನಗಳಲ್ಲಿ ಜನ ಸಾಮಾನ್ಯರಂತೆ ದೇವಾಲಯಕ್ಕೆ ನಡೆದುಕೊಂಡು ಬಂದರು. ಹೆಚ್ಚು ಅಧಿಕಾರಿಗಳು, ಜನಪ್ರತಿನಿಧಿಗಳು, ವಿವಿಧ ಗಣ್ಯರು ತಮ್ಮ ವಾಹನವನ್ನು ನೇರವಾಗಿ ದೇವಾಲಯದ ಬಳಿಯೇ ನಿಲ್ಲಿಸಲು ಯತ್ನಿಸುತ್ತಾರೆ. ಆದರೆ ಮುಖ್ಯ ಕಾರ್ಯದರ್ಶಿಗಳು ಪಾರ್ಕಿಂಗ್ ಕಟ್ಟಡದಲ್ಲಿ ವಾಹನ ನಿಲುಗಡೆ ಮಾಡಿ ಕಾಲ್ನಡಿಗೆಯಲ್ಲೇ ದೇವಾಲಯಕ್ಕೆ ಬಂದರು. xyxy=(688,1686,1065,1774)
nation-story xyxy=(505,125,1487,862)
event-item xyxy=(516,2076,952,2108)
award-label-1: ಪ್ರತಿಭಾ xyxy=(547,1145,588,1165)
chamundi-headline-line2: ಸರ್ಕಾರದ ಮುಖ್ಯ ಕಾರ್ಯದರ್ಶಿ ರವಿಕುಮಾರ್ xyxy=(702,1348,1289,1396)
